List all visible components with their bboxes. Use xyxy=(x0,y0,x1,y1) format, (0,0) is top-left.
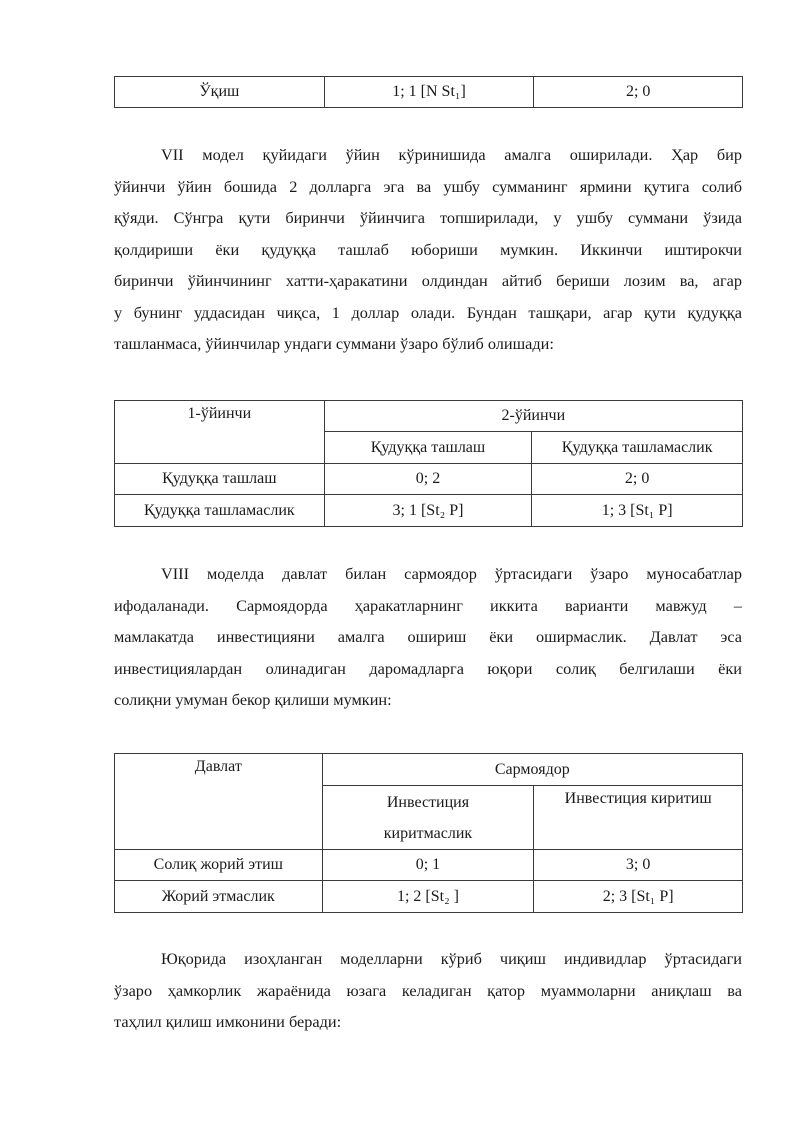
text-line: қўяди. Сўнгра қути биринчи ўйинчига топширилади, у ушбу суммани ўзида xyxy=(114,208,742,227)
table-row xyxy=(115,881,743,913)
text-line: мамлакатда инвестицияни амалга ошириш ёки оширмаслик. Давлат эса xyxy=(114,627,742,646)
text-line: ифодаланади. Сармоядорда ҳаракатларнинг иккита варианти мавжуд – xyxy=(114,595,742,615)
row-label: Жорий этмаслик xyxy=(115,881,323,913)
player2-header: 2-ўйинчи xyxy=(324,401,742,432)
table-row xyxy=(115,754,743,786)
payoff-cell: 1; 3 [St₁ P] xyxy=(532,495,743,527)
payoff-cell: 2; 0 xyxy=(534,77,743,108)
text-line: биринчи ўйинчининг хатти-ҳаракатини олдиндан айтиб бериши лозим ва, агар xyxy=(114,271,742,290)
text-line: солиқни умуман бекор қилиши мумкин: xyxy=(114,690,392,709)
strategy-header: Инвестиция киритиш xyxy=(534,786,743,850)
row-label: Қудуққа ташлаш xyxy=(115,464,325,495)
text-line: VIII моделда давлат билан сармоядор ўртасидаги ўзаро муносабатлар xyxy=(161,564,742,583)
row-label: Солиқ жорий этиш xyxy=(115,850,323,881)
payoff-cell: 1; 1 [N St₁] xyxy=(324,77,534,108)
paragraph-conclusion xyxy=(114,943,742,1038)
table-row xyxy=(115,401,743,432)
table-row xyxy=(115,850,743,881)
text-line: Юқорида изоҳланган моделларни кўриб чиқиш индивидлар ўртасидаги xyxy=(161,949,742,968)
text-line: қолдириши ёки қудуққа ташлаб юбориши мумкин. Иккинчи иштирокчи xyxy=(114,239,742,259)
table-row xyxy=(115,495,743,527)
strategy-header xyxy=(322,786,534,850)
strategy-header: Қудуққа ташламаслик xyxy=(532,432,743,464)
text-line: у бунинг уддасидан чиқса, 1 доллар олади. Бундан ташқари, агар қути қудуққа xyxy=(114,302,742,322)
table-game-vii xyxy=(114,400,743,527)
text-line: таҳлил қилиш имконини беради: xyxy=(114,1012,342,1031)
player2-header: Сармоядор xyxy=(322,754,742,786)
text-line: ўзаро ҳамкорлик жараёнида юзага келадиган қатор муаммоларни аниқлаш ва xyxy=(114,980,742,1000)
payoff-cell: 2; 0 xyxy=(532,464,743,495)
table-row xyxy=(115,77,743,108)
paragraph-model-vii xyxy=(114,139,742,360)
player1-header: Давлат xyxy=(115,754,323,850)
payoff-cell: 2; 3 [St₁ P] xyxy=(534,881,743,913)
strategy-header: Қудуққа ташлаш xyxy=(324,432,532,464)
text-line: ташланмаса, ўйинчилар ундаги суммани ўзаро бўлиб олишади: xyxy=(114,334,554,353)
strategy-header-line: киритмаслик xyxy=(383,824,473,842)
payoff-cell: 3; 0 xyxy=(534,850,743,881)
text-line: инвестициялардан олинадиган даромадларга юқори солиқ белгилаши ёки xyxy=(114,658,742,678)
payoff-cell: 1; 2 [St₂ ] xyxy=(322,881,534,913)
player1-header: 1-ўйинчи xyxy=(115,401,325,464)
payoff-cell: 3; 1 [St₂ P] xyxy=(324,495,532,527)
row-label: Қудуққа ташламаслик xyxy=(115,495,325,527)
table-game-vi-tail xyxy=(114,76,743,108)
strategy-header-line: Инвестиция xyxy=(386,793,470,811)
payoff-cell: 0; 2 xyxy=(324,464,532,495)
table-row xyxy=(115,464,743,495)
row-label: Ўқиш xyxy=(115,77,325,108)
text-line: ўйинчи ўйин бошида 2 долларга эга ва ушбу сумманинг ярмини қутига солиб xyxy=(114,176,742,196)
payoff-cell: 0; 1 xyxy=(322,850,534,881)
paragraph-model-viii xyxy=(114,558,742,716)
text-line: VII модел қуйидаги ўйин кўринишида амалга оширилади. Ҳар бир xyxy=(161,145,742,164)
table-game-viii xyxy=(114,753,743,913)
